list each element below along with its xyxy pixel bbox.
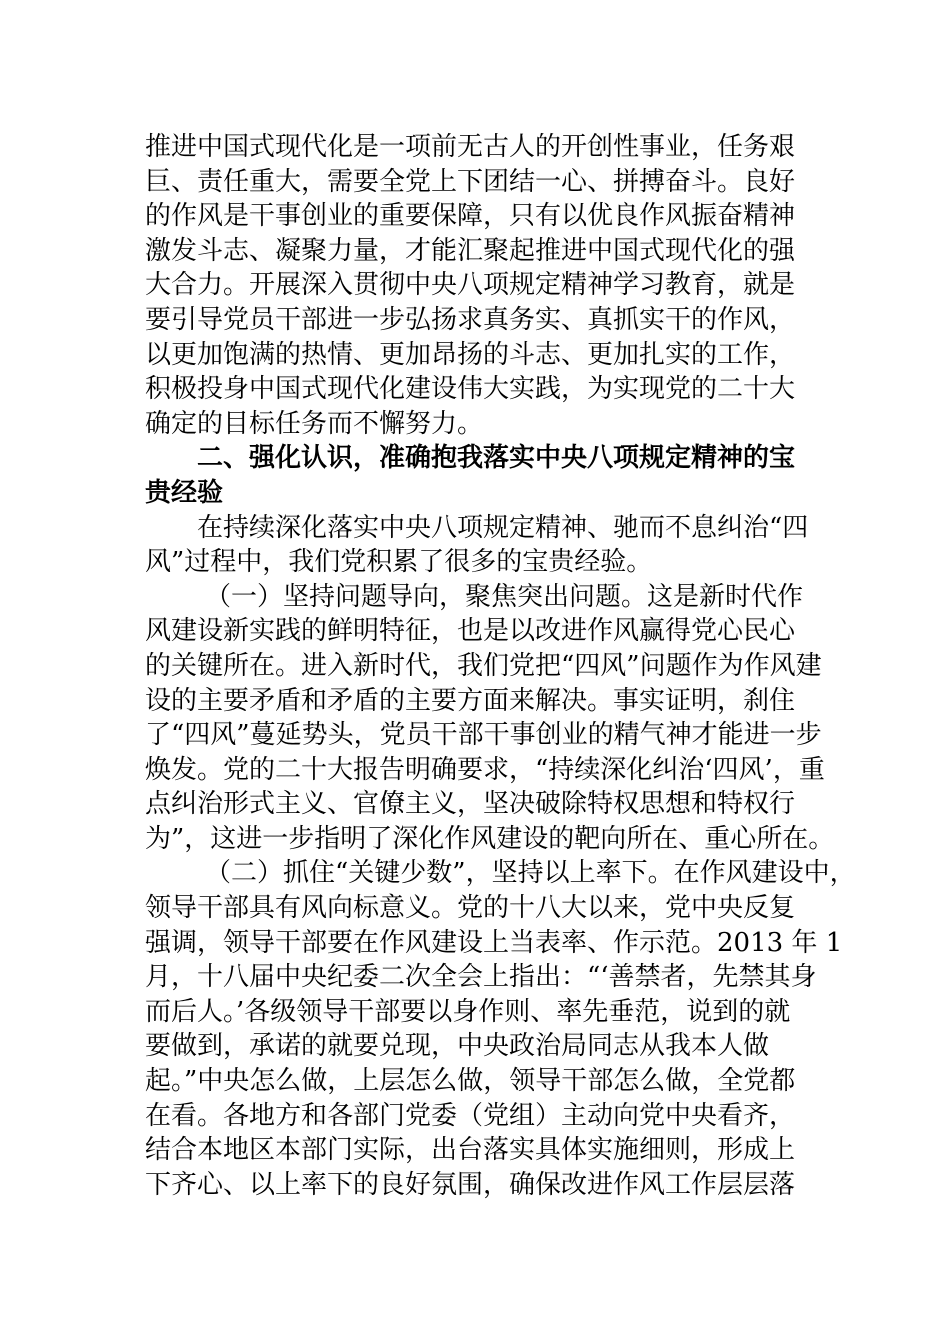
text-line: 结合本地区本部门实际，出台落实具体实施细则，形成上 (145, 1135, 796, 1166)
text-line: 为”，这进一步指明了深化作风建设的靶向所在、重心所在。 (145, 823, 835, 854)
text-line: 以更加饱满的热情、更加昂扬的斗志、更加扎实的工作， (145, 339, 796, 370)
heading-line: 贵经验 (145, 477, 224, 508)
heading-line: 二、强化认识，准确抱我落实中央八项规定精神的宝 (197, 443, 796, 474)
text-line: （二）抓住“关键少数”，坚持以上率下。在作风建设中， (205, 858, 856, 889)
text-line: 风”过程中，我们党积累了很多的宝贵经验。 (145, 547, 653, 578)
text-line: 而后人。’各级领导干部要以身作则、率先垂范，说到的就 (145, 996, 791, 1027)
document-body (145, 130, 856, 1202)
text-line: 激发斗志、凝聚力量，才能汇聚起推进中国式现代化的强 (145, 235, 796, 266)
text-line: 大合力。开展深入贯彻中央八项规定精神学习教育，就是 (145, 270, 796, 301)
text-line: 要做到，承诺的就要兑现，中央政治局同志从我本人做 (145, 1031, 770, 1062)
text-line: 的关键所在。进入新时代，我们党把“四风”问题作为作风建 (145, 650, 822, 681)
text-line: 在持续深化落实中央八项规定精神、驰而不息纠治“四 (197, 512, 809, 543)
text-line: 巨、责任重大，需要全党上下团结一心、拼搏奋斗。良好 (145, 166, 796, 197)
text-line: 要引导党员干部进一步弘扬求真务实、真抓实干的作风， (145, 304, 796, 335)
paragraph-1 (145, 130, 815, 441)
paragraph-3 (145, 580, 835, 857)
text-line: 的作风是干事创业的重要保障，只有以优良作风振奋精神 (145, 201, 796, 232)
text-line: 确定的目标任务而不懈努力。 (145, 408, 484, 439)
text-line: 推进中国式现代化是一项前无古人的开创性事业，任务艰 (145, 132, 796, 162)
text-line: 积极投身中国式现代化建设伟大实践，为实现党的二十大 (145, 374, 796, 405)
paragraph-4 (145, 856, 856, 1202)
text-line: 了“四风”蔓延势头，党员干部干事创业的精气神才能进一步 (145, 720, 822, 751)
text-line: 点纠治形式主义、官僚主义，坚决破除特权思想和特权行 (145, 789, 796, 820)
text-line: 焕发。党的二十大报告明确要求，“持续深化纠治‘四风’，重 (145, 754, 825, 785)
paragraph-2 (145, 511, 815, 580)
text-line: 风建设新实践的鲜明特征，也是以改进作风赢得党心民心 (145, 616, 796, 647)
text-line: 在看。各地方和各部门党委（党组）主动向党中央看齐， (145, 1100, 796, 1131)
text-line: 起。”中央怎么做，上层怎么做，领导干部怎么做，全党都 (145, 1066, 796, 1097)
text-line: 下齐心、以上率下的良好氛围，确保改进作风工作层层落 (145, 1169, 796, 1200)
text-line: 设的主要矛盾和矛盾的主要方面来解决。事实证明，刹住 (145, 685, 796, 716)
text-line: 强调，领导干部要在作风建设上当表率、作示范。2013 年 1 (145, 927, 843, 958)
text-line: 月，十八届中央纪委二次全会上指出：“‘善禁者，先禁其身 (145, 962, 817, 993)
text-line: （一）坚持问题导向，聚焦突出问题。这是新时代作 (205, 581, 804, 612)
text-line: 领导干部具有风向标意义。党的十八大以来，党中央反复 (145, 893, 796, 924)
section-heading-2 (145, 441, 815, 510)
